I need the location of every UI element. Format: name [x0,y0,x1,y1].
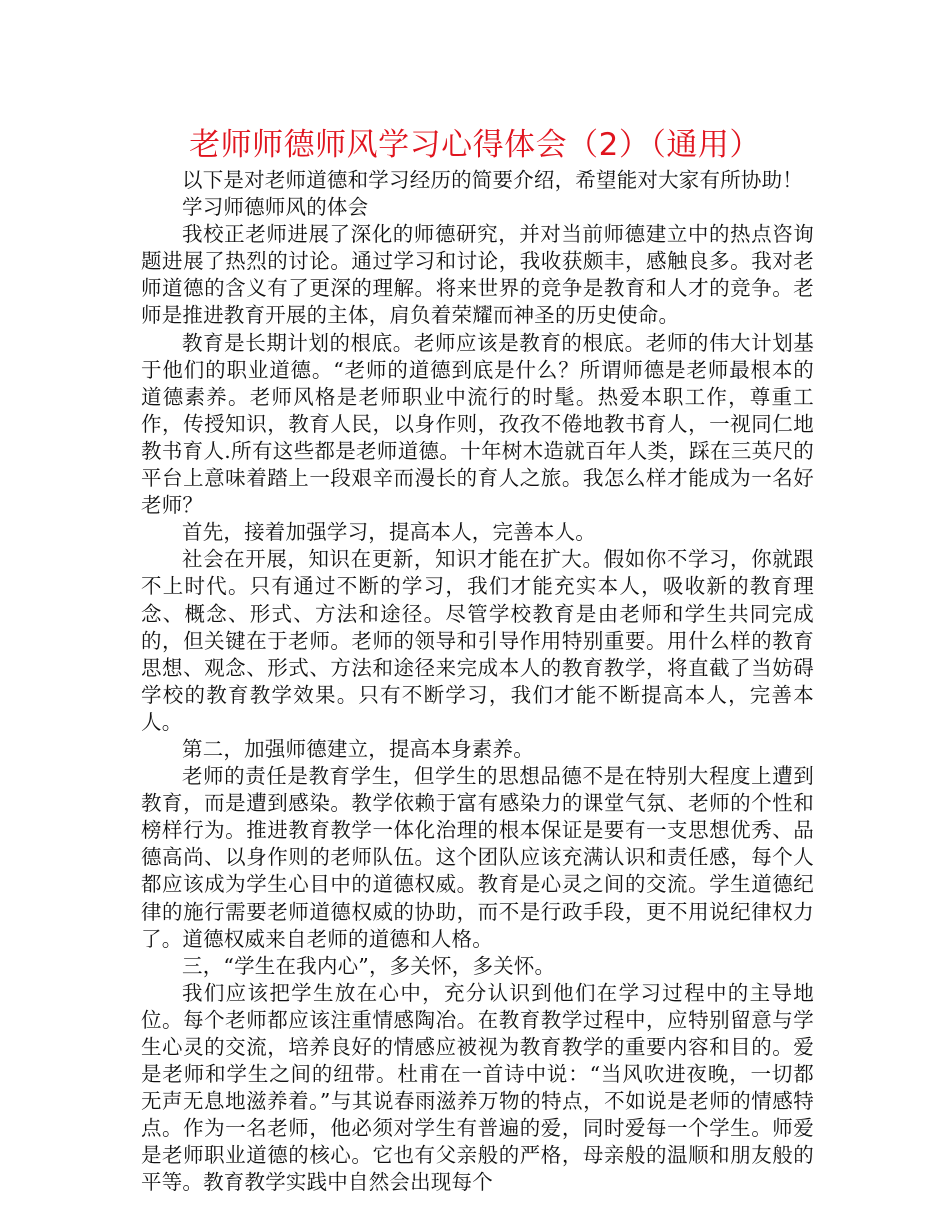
paragraph-intro: 以下是对老师道德和学习经历的简要介绍，希望能对大家有所协助！ [182,168,803,192]
document-body [141,167,814,1197]
paragraph: 我们应该把学生放在心中，充分认识到他们在学习过程中的主导地位。每个老师都应该注重情感陶冶。在教育教学过程中，应特别留意与学生心灵的交流，培养良好的情感应被视为教育教学的重要内容和目的。爱是老师和学生之间的纽带。杜甫在一首诗中说：“当风吹进夜晚，一切都无声无息地滋养着。”与其说春雨滋养万物的特点，不如说是老师的情感特点。作为一名老师，他必须对学生有普遍的爱，同时爱每一个学生。师爱是老师职业道德的核心。它也有父亲般的严格，母亲般的温顺和朋友般的平等。教育教学实践中自然会出现每个 [141,980,814,1195]
document-title: 老师师德师风学习心得体会（2）（通用） [189,127,761,163]
paragraph: 老师的责任是教育学生，但学生的思想品德不是在特别大程度上遭到教育，而是遭到感染。教学依赖于富有感染力的课堂气氛、老师的个性和榜样行为。推进教育教学一体化治理的根本保证是要有一支思想优秀、品德高尚、以身作则的老师队伍。这个团队应该充满认识和责任感，每个人都应该成为学生心目中的道德权威。教育是心灵之间的交流。学生道德纪律的施行需要老师道德权威的协助，而不是行政手段，更不用说纪律权力了。道德权威来自老师的道德和人格。 [141,764,814,951]
paragraph-subtitle: 学习师德师风的体会 [182,195,369,220]
paragraph: 教育是长期计划的根底。老师应该是教育的根底。老师的伟大计划基于他们的职业道德。“老师的道德到底是什么？所谓师德是老师最根本的道德素养。老师风格是老师职业中流行的时髦。热爱本职工作，尊重工作，传授知识，教育人民，以身作则，孜孜不倦地教书育人，一视同仁地教书育人.所有这些都是老师道德。十年树木造就百年人类，踩在三英尺的平台上意味着踏上一段艰辛而漫长的育人之旅。我怎么样才能成为一名好老师？ [141,330,814,518]
paragraph-heading-third: 三，“学生在我内心”，多关怀，多关怀。 [182,953,556,978]
paragraph: 社会在开展，知识在更新，知识才能在扩大。假如你不学习，你就跟不上时代。只有通过不断的学习，我们才能充实本人，吸收新的教育理念、概念、形式、方法和途径。尽管学校教育是由老师和学生共同完成的，但关键在于老师。老师的领导和引导作用特别重要。用什么样的教育思想、观念、形式、方法和途径来完成本人的教育教学，将直截了当妨碍学校的教育教学效果。只有不断学习，我们才能不断提高本人，完善本人。 [141,547,814,734]
paragraph: 我校正老师进展了深化的师德研究，并对当前师德建立中的热点咨询题进展了热烈的讨论。通过学习和讨论，我收获颇丰，感触良多。我对老师道德的含义有了更深的理解。将来世界的竞争是教育和人才的竞争。老师是推进教育开展的主体，肩负着荣耀而神圣的历史使命。 [141,222,814,328]
paragraph-heading-first: 首先，接着加强学习，提高本人，完善本人。 [182,520,596,545]
paragraph-heading-second: 第二，加强师德建立，提高本身素养。 [182,736,534,761]
